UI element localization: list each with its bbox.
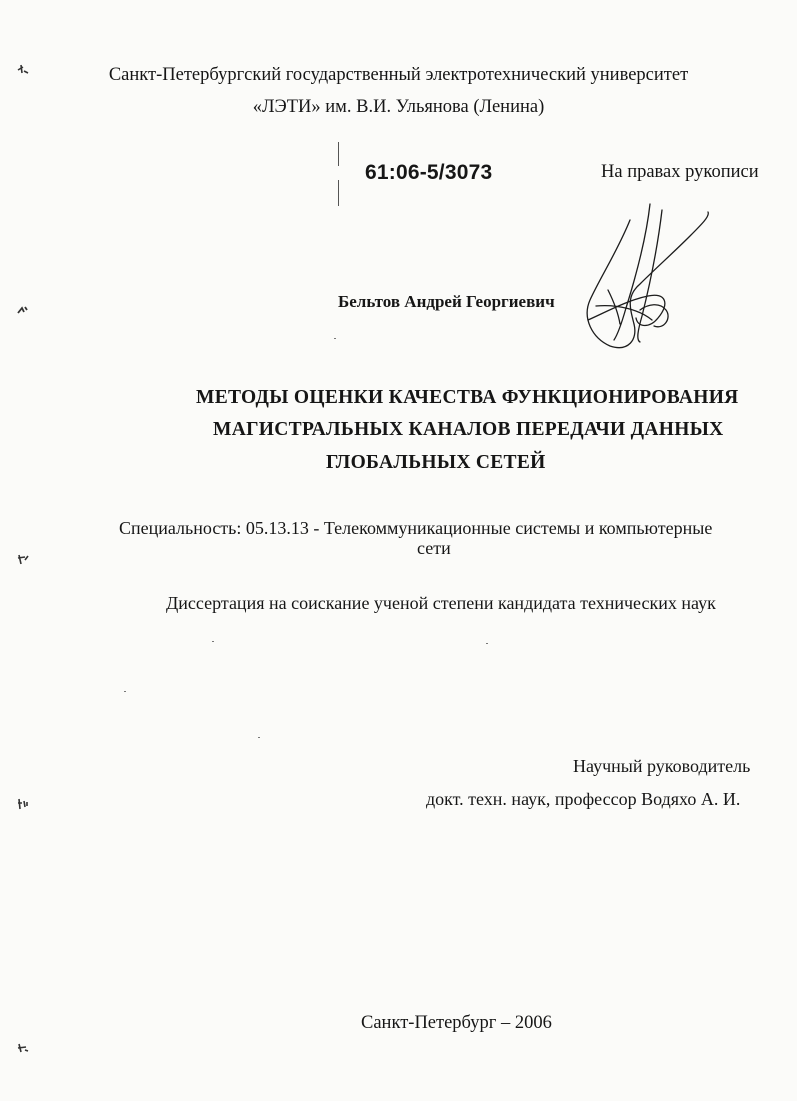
archive-code: 61:06-5/3073 — [365, 161, 493, 184]
signature-icon — [578, 200, 718, 355]
supervisor-label: Научный руководитель — [573, 756, 751, 776]
scan-speck — [334, 338, 336, 339]
title-line-1: МЕТОДЫ ОЦЕНКИ КАЧЕСТВА ФУНКЦИОНИРОВАНИЯ — [196, 387, 739, 408]
binding-mark-icon — [16, 798, 30, 810]
specialty-line-2: сети — [417, 538, 451, 558]
binding-mark-icon — [16, 553, 30, 565]
supervisor-name: докт. техн. наук, профессор Водяхо А. И. — [426, 789, 741, 809]
author-name: Бельтов Андрей Георгиевич — [338, 292, 555, 311]
dissertation-note: Диссертация на соискание ученой степени кандидата технических наук — [166, 593, 716, 613]
stamp-divider — [338, 142, 339, 166]
stamp-divider — [338, 180, 339, 206]
scan-speck — [124, 691, 126, 692]
binding-mark-icon — [16, 304, 30, 316]
binding-mark-icon — [16, 1042, 30, 1054]
city-year: Санкт-Петербург – 2006 — [361, 1013, 552, 1033]
scan-speck — [486, 643, 488, 644]
scan-speck — [258, 737, 260, 738]
university-name-line1: Санкт-Петербургский государственный электротехнический университет — [108, 65, 689, 85]
specialty-line-1: Специальность: 05.13.13 - Телекоммуникационные системы и компьютерные — [119, 518, 713, 538]
manuscript-rights: На правах рукописи — [601, 162, 759, 182]
university-name-line2: «ЛЭТИ» им. В.И. Ульянова (Ленина) — [252, 97, 545, 117]
title-line-3: ГЛОБАЛЬНЫХ СЕТЕЙ — [326, 452, 546, 473]
scan-speck — [212, 641, 214, 642]
title-line-2: МАГИСТРАЛЬНЫХ КАНАЛОВ ПЕРЕДАЧИ ДАННЫХ — [213, 419, 724, 440]
